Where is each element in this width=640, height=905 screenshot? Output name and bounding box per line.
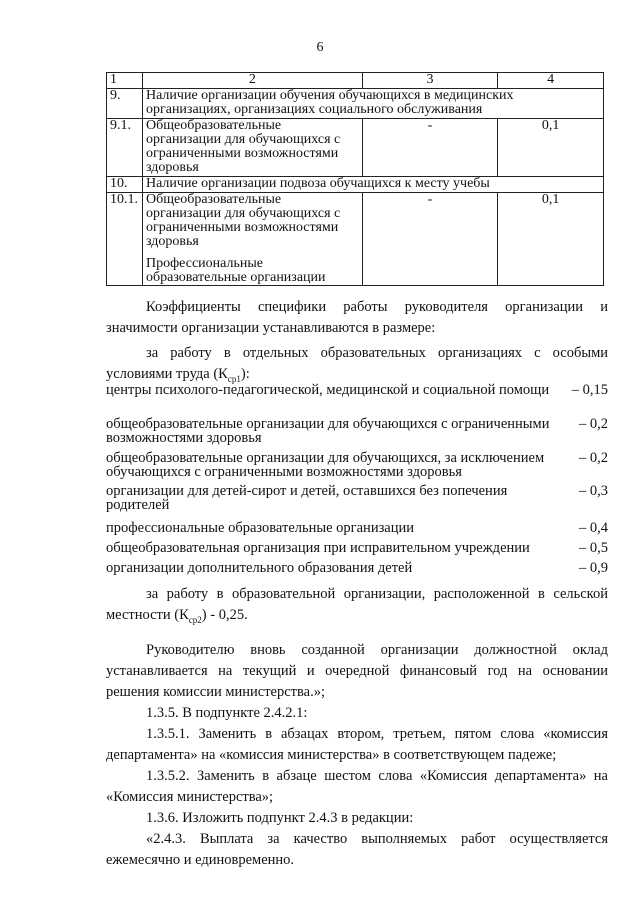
body-text	[106, 584, 608, 871]
page-number: 6	[316, 40, 324, 55]
row-number: 9.	[107, 89, 143, 119]
row-number: 10.1.	[107, 193, 143, 286]
coefficient-row	[106, 383, 608, 397]
intro-paragraph-1: Коэффициенты специфики работы руководителя организации и значимости организации устанавливаются в размере:	[106, 299, 608, 336]
paragraph: Руководителю вновь созданной организации должностной оклад устанавливается на текущий и очередной финансовый год на основании решения комиссии министерства.»;	[106, 641, 608, 700]
paragraph: 1.3.5.2. Заменить в абзаце шестом слова «Комиссия департамента» на «Комиссия министерства»;	[106, 767, 608, 805]
row-text: Наличие организации подвоза обучащихся к месту учебы	[142, 177, 603, 193]
coefficient-value: – 0,2	[579, 450, 608, 466]
coefficient-label: организации для детей-сирот и детей, оставшихся без попечения родителей	[106, 483, 508, 513]
row-text: Наличие организации обучения обучающихся в медицинских организациях, организациях социального обслуживания	[142, 89, 603, 119]
intro-text-end: ):	[240, 366, 250, 382]
coefficient-label: общеобразовательная организация при исправительном учреждении	[106, 540, 530, 556]
table-row	[107, 193, 604, 286]
coefficient-row	[106, 521, 608, 535]
coefficient-value: – 0,2	[579, 416, 608, 432]
row-text-secondary: Профессиональные образовательные организации	[145, 256, 326, 285]
row-value-3: -	[362, 193, 498, 286]
coefficients-table	[106, 72, 604, 286]
rural-subscript: ср2	[188, 614, 202, 625]
coefficient-label: центры психолого-педагогической, медицинской и социальной помощи	[106, 382, 550, 398]
row-number: 10.	[107, 177, 143, 193]
header-cell: 1	[107, 73, 143, 89]
row-value-4: 0,1	[498, 193, 604, 286]
header-cell: 4	[498, 73, 604, 89]
coefficient-label: профессиональные образовательные организации	[106, 520, 415, 536]
row-number: 9.1.	[107, 119, 143, 177]
coefficient-row	[106, 484, 608, 512]
coefficient-row	[106, 561, 608, 575]
table-row	[107, 119, 604, 177]
paragraph: 1.3.5.1. Заменить в абзацах втором, третьем, пятом слова «комиссия департамента» на «комиссия министерства» в соответствующем падеже;	[106, 725, 608, 763]
coefficient-value: – 0,5	[579, 540, 608, 556]
coefficient-label: общеобразовательные организации для обучающихся с ограниченными возможностями здоровья	[106, 416, 550, 446]
coefficient-value: – 0,4	[579, 520, 608, 536]
coefficient-value: – 0,9	[579, 560, 608, 576]
paragraph: 1.3.5. В подпункте 2.4.2.1:	[146, 704, 308, 721]
table-header-row	[107, 73, 604, 89]
coefficient-label: организации дополнительного образования детей	[106, 560, 413, 576]
row-text: Общеобразовательные организации для обучающихся с ограниченными возможностями здоровья	[142, 119, 362, 177]
final-paragraph: «2.4.3. Выплата за качество выполняемых работ осуществляется ежемесячно и единовременно.	[106, 830, 608, 868]
header-cell: 2	[142, 73, 362, 89]
row-value-3: -	[362, 119, 498, 177]
coefficient-label: общеобразовательные организации для обучающихся, за исключением обучающихся с ограниченными возможностями здоровья	[106, 450, 545, 480]
intro-text: за работу в отдельных образовательных организациях с особыми условиями труда (К	[106, 345, 608, 382]
intro-block	[106, 297, 608, 390]
intro-subscript: ср1	[227, 373, 241, 384]
coefficient-value: – 0,15	[571, 382, 608, 398]
rural-paragraph	[106, 584, 608, 631]
rural-text: за работу в образовательной организации, расположенной в сельской местности (К	[106, 586, 608, 623]
row-text: Общеобразовательные организации для обучающихся с ограниченными возможностями здоровья	[145, 192, 341, 249]
row-text-group	[142, 193, 362, 286]
table-row	[107, 89, 604, 119]
coefficient-value: – 0,3	[579, 483, 608, 499]
rural-text-end: ) - 0,25.	[201, 607, 248, 623]
coefficient-row	[106, 417, 608, 445]
row-value-4: 0,1	[498, 119, 604, 177]
header-cell: 3	[362, 73, 498, 89]
paragraph: 1.3.6. Изложить подпункт 2.4.3 в редакции:	[146, 809, 414, 826]
table-row	[107, 177, 604, 193]
coefficient-row	[106, 451, 608, 479]
coefficient-row	[106, 541, 608, 555]
